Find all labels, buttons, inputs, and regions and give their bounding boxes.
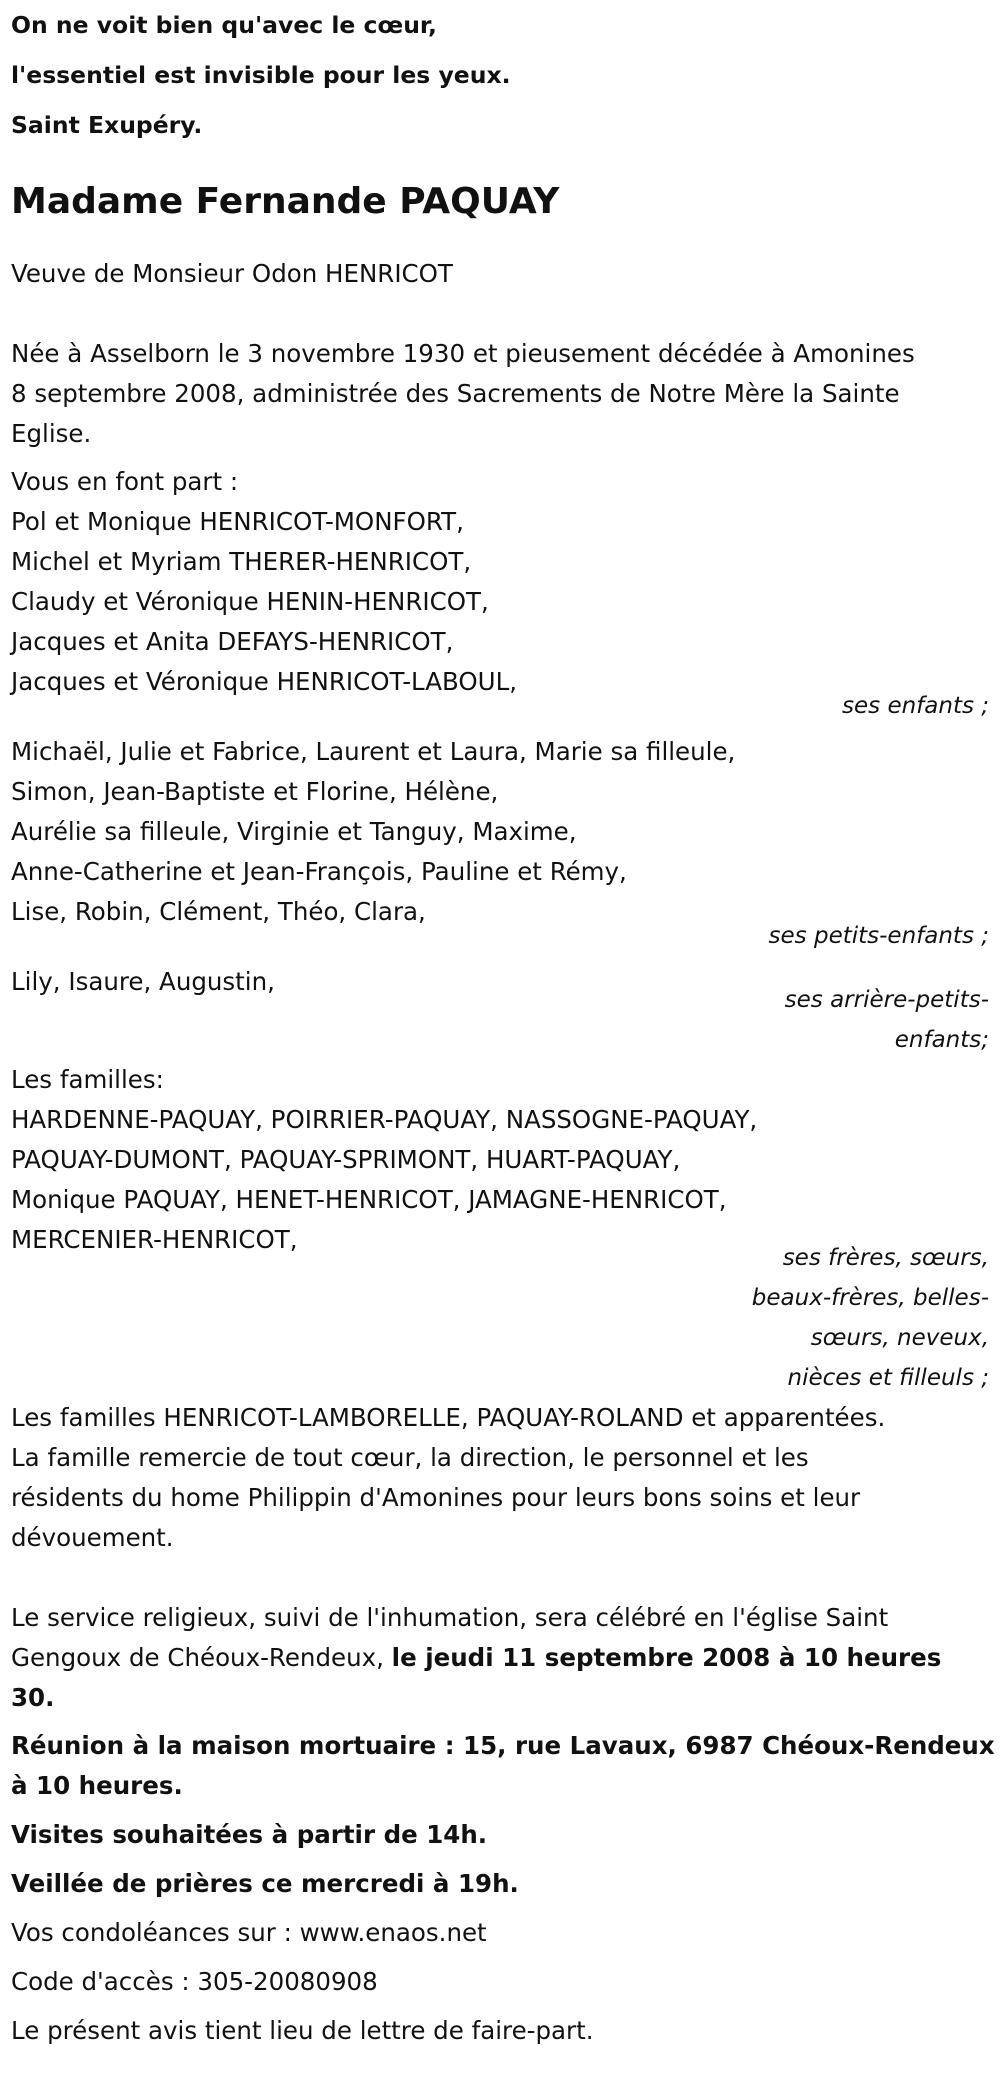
reunion-line: Réunion à la maison mortuaire : 15, rue Lavaux, 6987 Chéoux-Rendeux [11, 1731, 995, 1760]
label-line: enfants; [894, 1027, 989, 1053]
birth-death-paragraph [11, 334, 989, 454]
label-line: sœurs, neveux, [810, 1325, 989, 1351]
label-line: beaux-frères, belles- [751, 1285, 989, 1311]
label-line: ses frères, sœurs, [782, 1245, 989, 1271]
announcement-intro: Vous en font part : [11, 467, 239, 496]
grandchildren-label: ses petits-enfants ; [768, 923, 989, 949]
service-time-end: 30. [11, 1683, 55, 1712]
service-paragraph [11, 1598, 989, 1718]
service-line [11, 1638, 989, 1678]
birth-death-line: Née à Asselborn le 3 novembre 1930 et pieusement décédée à Amonines [11, 339, 915, 368]
thanks-line: résidents du home Philippin d'Amonines pour leurs bons soins et leur [11, 1483, 861, 1512]
service-location: Gengoux de Chéoux-Rendeux, [11, 1643, 392, 1672]
list-item: Jacques et Anita DEFAYS-HENRICOT, [11, 627, 454, 656]
children-label: ses enfants ; [842, 693, 989, 719]
condolences-line: Vos condoléances sur : www.enaos.net [11, 1918, 487, 1947]
list-item: Claudy et Véronique HENIN-HENRICOT, [11, 587, 489, 616]
thanks-paragraph [11, 1438, 989, 1558]
birth-death-line: 8 septembre 2008, administrée des Sacrements de Notre Mère la Sainte [11, 379, 900, 408]
list-item: HARDENNE-PAQUAY, POIRRIER-PAQUAY, NASSOGNE-PAQUAY, [11, 1105, 758, 1134]
list-item: MERCENIER-HENRICOT, [11, 1225, 298, 1254]
service-line: Le service religieux, suivi de l'inhumation, sera célébré en l'église Saint [11, 1603, 889, 1632]
thanks-line: dévouement. [11, 1523, 174, 1552]
list-item: Anne-Catherine et Jean-François, Pauline et Rémy, [11, 857, 627, 886]
list-item: Monique PAQUAY, HENET-HENRICOT, JAMAGNE-HENRICOT, [11, 1185, 727, 1214]
families-intro: Les familles: [11, 1065, 164, 1094]
list-item: PAQUAY-DUMONT, PAQUAY-SPRIMONT, HUART-PAQUAY, [11, 1145, 681, 1174]
notice-line: Le présent avis tient lieu de lettre de faire-part. [11, 2016, 594, 2045]
children-list [11, 502, 989, 702]
spouse-line: Veuve de Monsieur Odon HENRICOT [11, 259, 453, 288]
visits-line: Visites souhaitées à partir de 14h. [11, 1820, 488, 1849]
service-date: le jeudi 11 septembre 2008 à 10 heures [391, 1643, 942, 1672]
label-line: nièces et filleuls ; [787, 1365, 989, 1391]
list-item: Aurélie sa filleule, Virginie et Tanguy, Maxime, [11, 817, 577, 846]
great-grandchildren-line: Lily, Isaure, Augustin, [11, 967, 275, 996]
quote-line-2: l'essentiel est invisible pour les yeux. [11, 61, 511, 89]
families-list [11, 1100, 989, 1260]
birth-death-line: Eglise. [11, 419, 92, 448]
vigil-line: Veillée de prières ce mercredi à 19h. [11, 1869, 519, 1898]
reunion-line: à 10 heures. [11, 1771, 183, 1800]
thanks-line: La famille remercie de tout cœur, la direction, le personnel et les [11, 1443, 809, 1472]
deceased-name: Madame Fernande PAQUAY [11, 181, 560, 222]
reunion-paragraph [11, 1726, 995, 1806]
quote-line-1: On ne voit bien qu'avec le cœur, [11, 11, 437, 39]
quote-author: Saint Exupéry. [11, 111, 203, 139]
label-line: ses arrière-petits- [784, 987, 989, 1013]
access-code-line: Code d'accès : 305-20080908 [11, 1967, 378, 1996]
grandchildren-list [11, 732, 989, 932]
list-item: Lise, Robin, Clément, Théo, Clara, [11, 897, 426, 926]
list-item: Michel et Myriam THERER-HENRICOT, [11, 547, 472, 576]
epigraph [11, 0, 989, 150]
other-families-line: Les familles HENRICOT-LAMBORELLE, PAQUAY-ROLAND et apparentées. [11, 1403, 886, 1432]
list-item: Michaël, Julie et Fabrice, Laurent et Laura, Marie sa filleule, [11, 737, 736, 766]
list-item: Simon, Jean-Baptiste et Florine, Hélène, [11, 777, 499, 806]
list-item: Pol et Monique HENRICOT-MONFORT, [11, 507, 464, 536]
families-label [11, 1238, 989, 1398]
list-item: Jacques et Véronique HENRICOT-LABOUL, [11, 667, 518, 696]
